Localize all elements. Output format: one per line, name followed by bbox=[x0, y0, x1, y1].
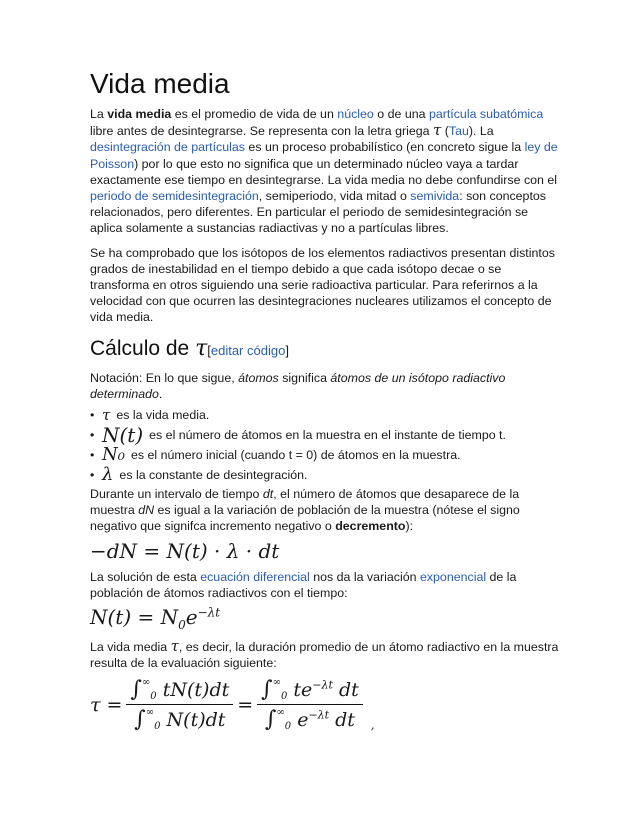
denominator bbox=[130, 705, 229, 732]
average-paragraph bbox=[90, 638, 560, 671]
lower-limit: 0 bbox=[150, 691, 157, 703]
text: La bbox=[90, 107, 108, 121]
definition-text: es el número inicial (cuando t = 0) de átomos en la muestra. bbox=[130, 448, 461, 463]
link-ley-de-poisson[interactable]: ley de Poisson bbox=[90, 140, 558, 171]
lower-limit: 0 bbox=[284, 721, 292, 733]
bullet: • bbox=[90, 428, 95, 443]
definition-text: es la vida media. bbox=[116, 408, 210, 423]
lambda-symbol: λ bbox=[102, 464, 114, 486]
text: significa bbox=[278, 370, 331, 385]
bold-term: decremento bbox=[335, 519, 406, 534]
exponent: −λt bbox=[312, 679, 333, 693]
link-nucleo[interactable]: núcleo bbox=[337, 107, 374, 121]
integrand: N(t)dt bbox=[166, 709, 226, 732]
integral-sign: ∫ bbox=[264, 707, 277, 733]
fraction-1 bbox=[126, 677, 233, 732]
list-item bbox=[90, 406, 560, 424]
definition-text: es la constante de desintegración. bbox=[119, 468, 308, 483]
tau-symbol: τ bbox=[195, 335, 208, 361]
equals-sign: = bbox=[237, 693, 254, 716]
upper-limit: ∞ bbox=[141, 677, 151, 689]
link-tau[interactable]: Tau bbox=[448, 124, 469, 139]
integrand: e bbox=[297, 709, 309, 732]
text: es igual a la variación de población de la muestra (nótese el signo negativo que signifca incremento negativo o bbox=[90, 503, 520, 534]
text: libre antes de desintegrarse. Se representa con la letra griega bbox=[90, 124, 434, 139]
text: , es decir, la duración promedio de un átomo radiactivo en la muestra resulta de la evaluación siguiente: bbox=[90, 640, 559, 671]
text: Durante un intervalo de tiempo bbox=[90, 487, 263, 502]
list-item bbox=[90, 446, 560, 464]
text: ): bbox=[405, 519, 414, 534]
text: ( bbox=[441, 124, 449, 139]
list-item bbox=[90, 423, 560, 448]
intro-paragraph-2: Se ha comprobado que los isótopos de los elementos radiactivos presentan distintos grados de inestabilidad en el tiempo debido a que cada isótopo decae o se transforma en otros siguiendo una serie radioactiva particular. Para referirnos a la velocidad con que ocurren las desintegraciones nucleares utilizamos el concepto de vida media. bbox=[90, 245, 555, 325]
text: es el promedio de vida de un bbox=[171, 107, 338, 121]
exponent: −λt bbox=[308, 709, 330, 723]
section-heading bbox=[90, 336, 560, 364]
subscript: 0 bbox=[178, 618, 186, 633]
text: . bbox=[158, 386, 163, 401]
bracket: [ bbox=[207, 342, 211, 358]
interval-paragraph bbox=[90, 486, 560, 535]
tau-symbol: τ bbox=[433, 121, 442, 140]
integral-sign: ∫ bbox=[134, 707, 146, 733]
text: La vida media bbox=[90, 640, 171, 655]
text: nos da la variación bbox=[309, 569, 420, 584]
upper-limit: ∞ bbox=[272, 677, 281, 689]
italic-term: dt bbox=[262, 487, 274, 502]
bullet: • bbox=[90, 448, 95, 463]
bullet: • bbox=[90, 468, 95, 483]
text: La solución de esta bbox=[90, 569, 201, 584]
lower-limit: 0 bbox=[280, 691, 288, 703]
fraction-2 bbox=[257, 677, 363, 732]
equation-exponential-decay bbox=[90, 605, 560, 632]
text: de la población de átomos radiactivos con el tiempo: bbox=[90, 569, 517, 600]
link-desintegracion[interactable]: desintegración de partículas bbox=[90, 140, 245, 155]
edit-code-link[interactable]: editar código bbox=[210, 342, 286, 358]
eq-base: e bbox=[185, 605, 198, 630]
text: , semiperiodo, vida mitad o bbox=[258, 189, 411, 204]
definitions-list bbox=[90, 406, 560, 484]
notation-paragraph bbox=[90, 370, 560, 402]
text: es un proceso probabilístico (en concreto sigue la bbox=[244, 140, 525, 155]
lower-limit: 0 bbox=[154, 721, 161, 733]
text: Notación: En lo que sigue, bbox=[90, 370, 239, 385]
text: ). La bbox=[468, 124, 494, 139]
link-particula-subatomica[interactable]: partícula subatómica bbox=[428, 107, 544, 121]
italic-term: dN bbox=[138, 503, 155, 518]
link-exponencial[interactable]: exponencial bbox=[419, 569, 487, 584]
numerator bbox=[257, 677, 363, 705]
list-item bbox=[90, 466, 560, 484]
numerator bbox=[126, 677, 233, 705]
article bbox=[90, 68, 560, 732]
denominator bbox=[261, 705, 359, 732]
integral-sign: ∫ bbox=[261, 677, 273, 703]
equation-mean-life bbox=[90, 677, 560, 732]
text: : son conceptos relacionados, pero diferentes. En particular el periodo de semidesintegración se aplica solamente a sustancias radiactivas y no a partículas libres. bbox=[90, 189, 546, 236]
definition-text: es el número de átomos en la muestra en el instante de tiempo t. bbox=[149, 428, 506, 443]
upper-limit: ∞ bbox=[145, 707, 155, 719]
heading-text: Cálculo de bbox=[90, 336, 196, 360]
text: ) por lo que esto no significa que un determinado núcleo vaya a tardar exactamente ese tiempo en desintegrarse. La vida media no debe confundirse con el bbox=[90, 156, 558, 187]
eq-lhs: τ = bbox=[90, 693, 123, 716]
text: o de una bbox=[373, 107, 429, 121]
bullet: • bbox=[90, 408, 95, 423]
link-semivida[interactable]: semivida bbox=[410, 189, 460, 204]
upper-limit: ∞ bbox=[276, 707, 285, 719]
link-ecuacion-diferencial[interactable]: ecuación diferencial bbox=[200, 569, 310, 584]
n-of-t-symbol: N(t) bbox=[102, 423, 144, 448]
link-periodo-semidesintegracion[interactable]: periodo de semidesintegración bbox=[90, 189, 259, 204]
solution-paragraph bbox=[90, 569, 560, 601]
page-title: Vida media bbox=[90, 68, 230, 99]
edit-section bbox=[207, 343, 289, 358]
bracket: ] bbox=[285, 342, 289, 358]
integral-sign: ∫ bbox=[130, 677, 142, 703]
text: , el número de átomos que desaparece de la muestra bbox=[90, 487, 520, 518]
trailing-comma: , bbox=[370, 718, 375, 733]
differential: dt bbox=[332, 679, 359, 702]
integrand: te bbox=[293, 679, 313, 702]
italic-term: átomos de un isótopo radiactivo determinado bbox=[90, 370, 506, 401]
integrand: tN(t)dt bbox=[162, 679, 230, 702]
exponent: −λt bbox=[197, 605, 221, 620]
tau-symbol: τ bbox=[170, 637, 179, 656]
tau-symbol: τ bbox=[102, 406, 111, 425]
eq-lhs: N(t) = N bbox=[90, 605, 179, 630]
equation-decay-rate: −dN = N(t) · λ · dt bbox=[90, 538, 280, 563]
intro-paragraph-1 bbox=[90, 106, 560, 237]
n0-symbol: N₀ bbox=[102, 444, 125, 466]
bold-term: vida media bbox=[107, 107, 172, 121]
italic-term: átomos bbox=[238, 370, 279, 385]
differential: dt bbox=[329, 709, 355, 732]
